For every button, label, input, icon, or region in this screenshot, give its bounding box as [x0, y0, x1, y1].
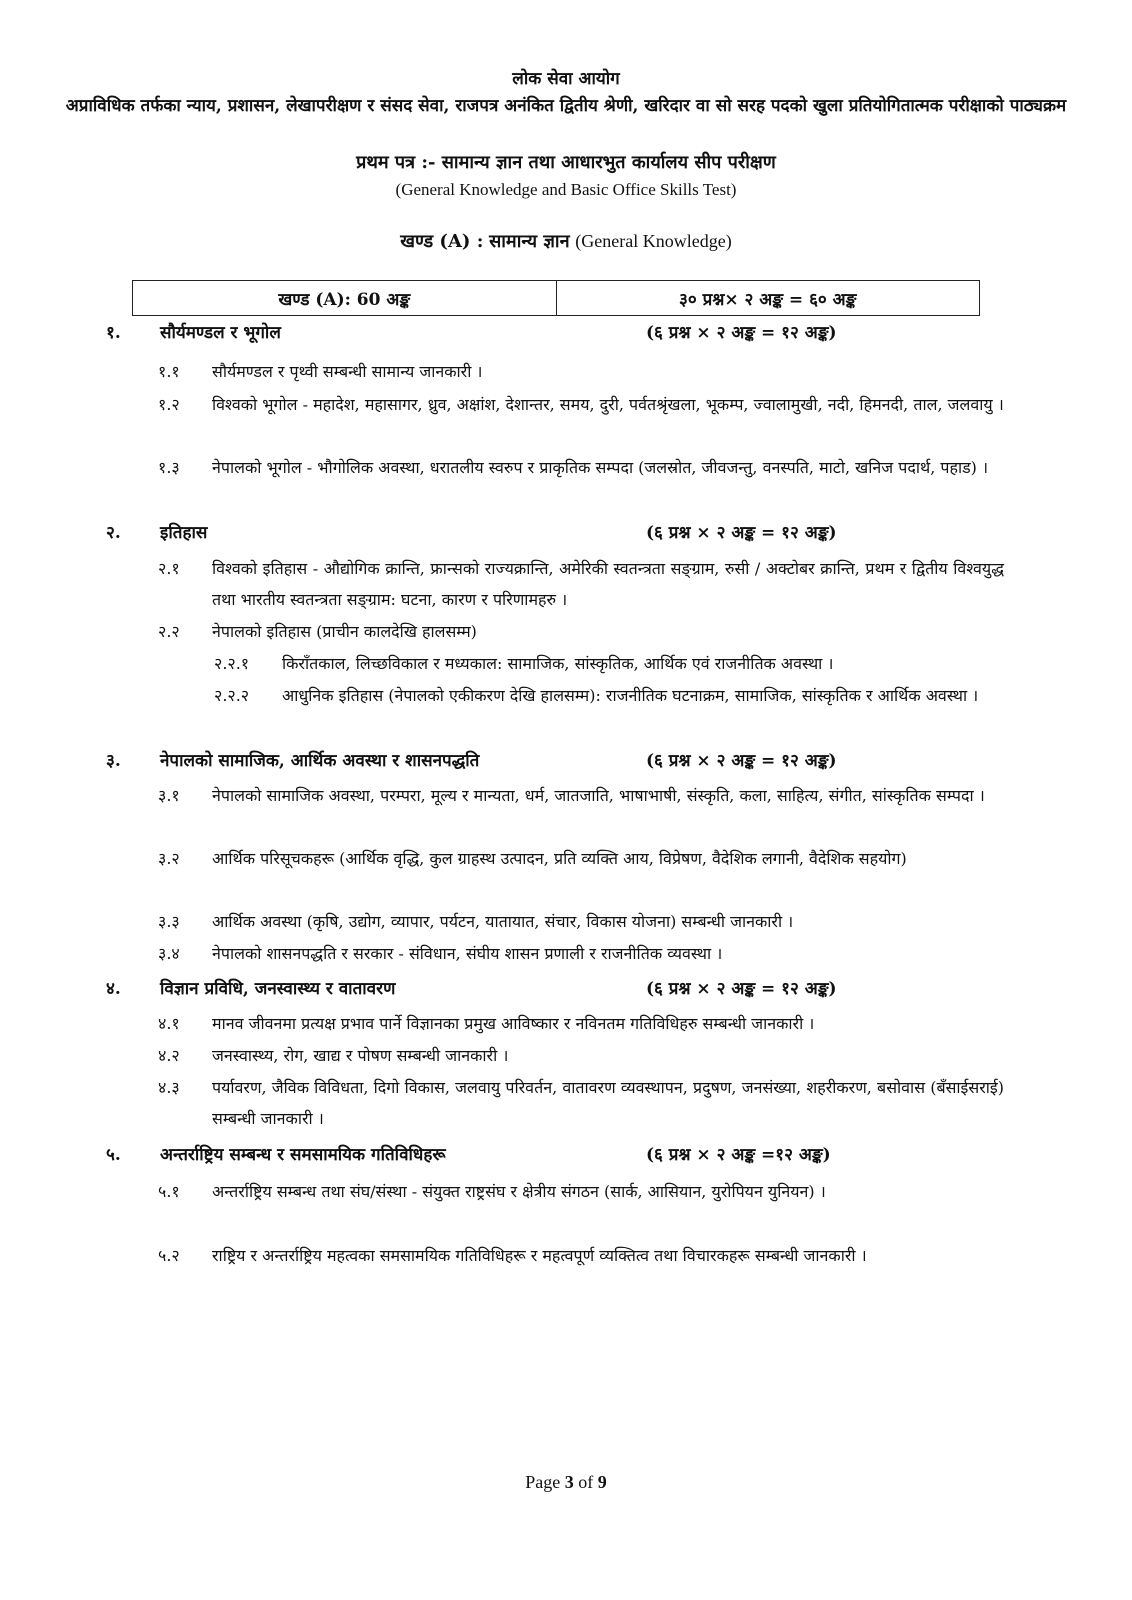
item-text: आर्थिक अवस्था (कृषि, उद्योग, व्यापार, पर्यटन, यातायात, संचार, विकास योजना) सम्बन्धी जानकारी । — [212, 912, 794, 931]
item-text: किराँतकाल, लिच्छविकाल र मध्यकाल: सामाजिक, सांस्कृतिक, आर्थिक एवं राजनीतिक अवस्था । — [282, 654, 834, 673]
item-number: २.२.१ — [214, 654, 250, 673]
section-title: सौर्यमण्डल र भूगोल — [160, 323, 281, 343]
syllabus-description: अप्राविधिक तर्फका न्याय, प्रशासन, लेखापरीक्षण र संसद सेवा, राजपत्र अनंकित द्वितीय श्रेणी, खरिदार वा सो सरह पदको खुला प्रतियोगितात्मक परीक्षाको पाठ्यक्रम — [65, 96, 1067, 116]
item-text: अन्तर्राष्ट्रिय सम्बन्ध तथा संघ/संस्था - संयुक्त राष्ट्रसंघ र क्षेत्रीय संगठन (सार्क, आसियान, युरोपियन युनियन) । — [212, 1182, 826, 1201]
item-number: २.२ — [158, 622, 180, 641]
item-text: नेपालको भूगोल - भौगोलिक अवस्था, धरातलीय स्वरुप र प्राकृतिक सम्पदा (जलस्रोत, जीवजन्तु, वनस्पति, माटो, खनिज पदार्थ, पहाड) । — [212, 458, 989, 477]
paper-title-english: (General Knowledge and Basic Office Skills Test) — [395, 180, 737, 199]
page-word: Page — [525, 1472, 561, 1492]
item-number: ३.३ — [158, 912, 180, 931]
section-label: खण्ड (A) : — [400, 231, 484, 252]
item-number: ५.१ — [158, 1182, 180, 1201]
item-number: १.३ — [158, 458, 180, 477]
section-title: अन्तर्राष्ट्रिय सम्बन्ध र समसामयिक गतिविधिहरू — [160, 1145, 446, 1165]
item-number: १.२ — [158, 395, 180, 414]
item-number: ४.१ — [158, 1014, 180, 1033]
section-number: ५. — [106, 1145, 121, 1165]
item-text: सौर्यमण्डल र पृथ्वी सम्बन्धी सामान्य जानकारी । — [212, 362, 483, 381]
section-name-english: (General Knowledge) — [575, 231, 732, 251]
item-number: ३.२ — [158, 849, 180, 868]
item-text: मानव जीवनमा प्रत्यक्ष प्रभाव पार्ने विज्ञानका प्रमुख आविष्कार र नविनतम गतिविधिहरु सम्बन्धी जानकारी । — [212, 1014, 815, 1033]
item-text: राष्ट्रिय र अन्तर्राष्ट्रिय महत्वका समसामयिक गतिविधिहरू र महत्वपूर्ण व्यक्तित्व तथा विचारकहरू सम्बन्धी जानकारी । — [212, 1246, 867, 1265]
section-title: नेपालको सामाजिक, आर्थिक अवस्था र शासनपद्धति — [160, 751, 480, 771]
item-number: ३.१ — [158, 786, 180, 805]
section-marks: (६ प्रश्न × २ अङ्क = १२ अङ्क) — [646, 323, 837, 343]
of-word: of — [578, 1472, 594, 1492]
section-heading — [0, 229, 1132, 253]
section-heading-row — [0, 320, 1132, 348]
item-text: आधुनिक इतिहास (नेपालको एकीकरण देखि हालसम्म): राजनीतिक घटनाक्रम, सामाजिक, सांस्कृतिक र आर्थिक अवस्था । — [282, 686, 979, 705]
item-text: पर्यावरण, जैविक विविधता, दिगो विकास, जलवायु परिवर्तन, वातावरण व्यवस्थापन, प्रदुषण, जनसंख्या, शहरीकरण, बसोवास (बँसाईसराई) सम्बन्धी जानकारी । — [212, 1078, 1004, 1128]
marks-table-right: ३० प्रश्न× २ अङ्क = ६० अङ्क — [556, 281, 980, 315]
section-name: सामान्य ज्ञान — [489, 231, 570, 252]
section-marks: (६ प्रश्न × २ अङ्क = १२ अङ्क) — [646, 751, 837, 771]
section-heading-row — [0, 1142, 1132, 1170]
item-text: विश्वको इतिहास - औद्योगिक क्रान्ति, फ्रान्सको राज्यक्रान्ति, अमेरिकी स्वतन्त्रता सङ्ग्राम, रुसी / अक्टोबर क्रान्ति, प्रथम र द्वितीय विश्वयुद्ध तथा भारतीय स्वतन्त्रता सङ्ग्राम: घटना, कारण र परिणामहरु । — [212, 559, 1004, 609]
item-number: १.१ — [158, 362, 180, 381]
item-number: ४.२ — [158, 1046, 180, 1065]
page-total: 9 — [597, 1472, 607, 1492]
item-number: २.२.२ — [214, 686, 250, 705]
section-title: इतिहास — [160, 523, 208, 543]
page-footer — [0, 1472, 1132, 1493]
page-number: 3 — [564, 1472, 574, 1492]
item-text: नेपालको इतिहास (प्राचीन कालदेखि हालसम्म) — [212, 622, 477, 641]
item-text: नेपालको शासनपद्धति र सरकार - संविधान, संघीय शासन प्रणाली र राजनीतिक व्यवस्था । — [212, 944, 723, 963]
section-marks: (६ प्रश्न × २ अङ्क = १२ अङ्क) — [646, 979, 837, 999]
org-name: लोक सेवा आयोग — [512, 69, 620, 89]
section-number: २. — [106, 523, 121, 543]
marks-table — [132, 280, 980, 316]
section-title: विज्ञान प्रविधि, जनस्वास्थ्य र वातावरण — [160, 979, 396, 999]
item-number: ५.२ — [158, 1246, 180, 1265]
item-text: जनस्वास्थ्य, रोग, खाद्य र पोषण सम्बन्धी जानकारी । — [212, 1046, 509, 1065]
item-number: ३.४ — [158, 944, 180, 963]
item-text: विश्वको भूगोल - महादेश, महासागर, ध्रुव, अक्षांश, देशान्तर, समय, दुरी, पर्वतश्रृंखला, भूकम्प, ज्वालामुखी, नदी, हिमनदी, ताल, जलवायु । — [212, 395, 1004, 414]
item-text: आर्थिक परिसूचकहरू (आर्थिक वृद्धि, कुल ग्राहस्थ उत्पादन, प्रति व्यक्ति आय, विप्रेषण, वैदेशिक लगानी, वैदेशिक सहयोग) — [212, 849, 907, 868]
item-text: नेपालको सामाजिक अवस्था, परम्परा, मूल्य र मान्यता, धर्म, जातजाति, भाषाभाषी, संस्कृति, कला, साहित्य, संगीत, सांस्कृतिक सम्पदा । — [212, 786, 985, 805]
section-number: ३. — [106, 751, 121, 771]
section-marks: (६ प्रश्न × २ अङ्क = १२ अङ्क) — [646, 523, 837, 543]
section-heading-row — [0, 976, 1132, 1004]
item-number: २.१ — [158, 559, 180, 578]
paper-title: प्रथम पत्र :- सामान्य ज्ञान तथा आधारभुत कार्यालय सीप परीक्षण — [356, 152, 776, 173]
section-marks: (६ प्रश्न × २ अङ्क =१२ अङ्क) — [646, 1145, 831, 1165]
section-heading-row — [0, 520, 1132, 548]
item-number: ४.३ — [158, 1078, 180, 1097]
section-heading-row — [0, 748, 1132, 776]
marks-table-left: खण्ड (A): 60 अङ्क — [278, 289, 411, 310]
section-number: १. — [106, 323, 121, 343]
section-number: ४. — [106, 979, 121, 999]
